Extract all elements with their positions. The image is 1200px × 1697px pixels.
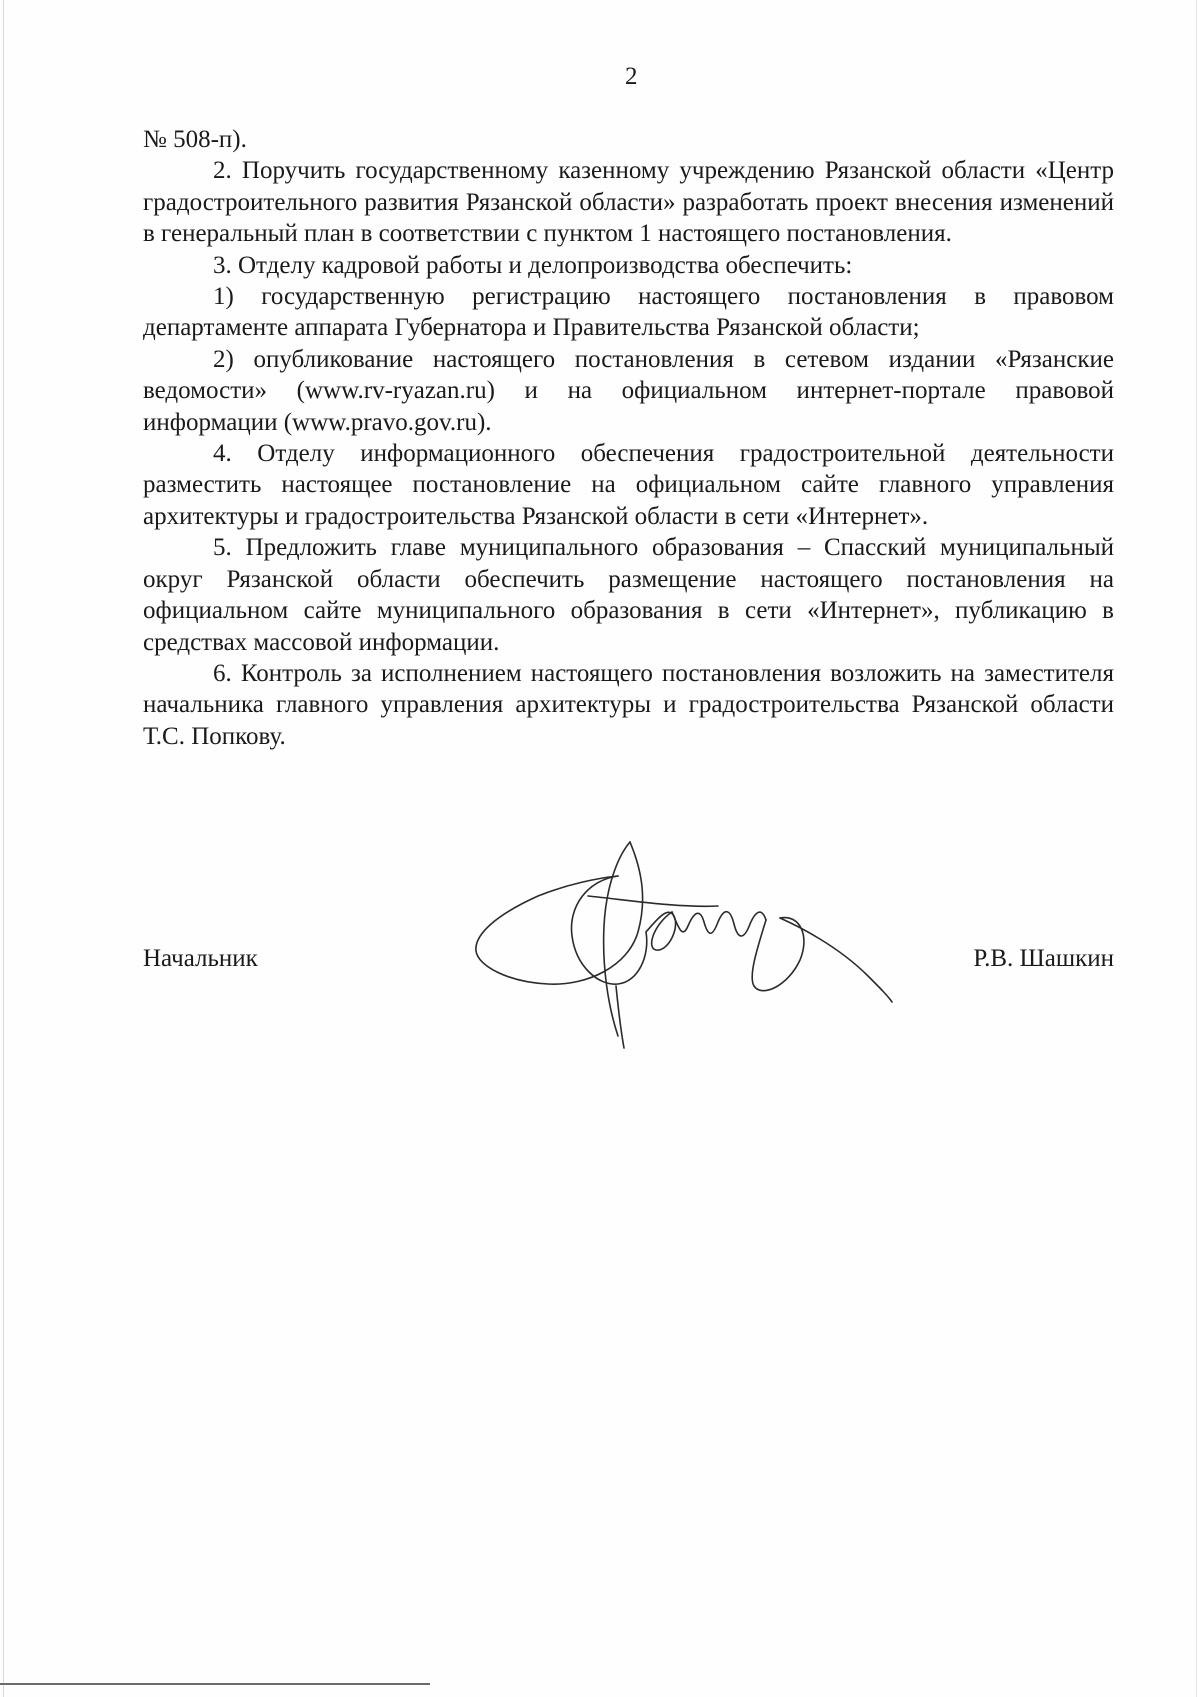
paragraph-item-2: 2. Поручить государственному казенному учреждению Рязанской области «Центр градостроительного развития Рязанской области» разработать проект внесения изменений в генеральный план в соответствии с пунктом 1 настоящего постановления.	[143, 157, 1114, 248]
paragraph-item-6: 6. Контроль за исполнением настоящего постановления возложить на заместителя начальника главного управления архитектуры и градостроительства Рязанской области Т.С. Попкову.	[143, 659, 1114, 750]
signatory-name: Р.В. Шашкин	[973, 945, 1114, 972]
scan-bottom-line	[0, 1683, 430, 1685]
signature-block	[143, 944, 1114, 984]
page-number: 2	[625, 63, 638, 90]
document-body	[143, 124, 1114, 752]
paragraph-item-3: 3. Отделу кадровой работы и делопроизводства обеспечить:	[213, 251, 853, 279]
paragraph-item-4: 4. Отделу информационного обеспечения градостроительной деятельности разместить настоящее постановление на официальном сайте главного управления архитектуры и градостроительства Рязанской области в сети «Интернет».	[143, 440, 1114, 530]
paragraph-item-5: 5. Предложить главе муниципального образования – Спасский муниципальный округ Рязанской области обеспечить размещение настоящего постановления на официальном сайте муниципального образования в сети «Интернет», публикацию в средствах массовой информации.	[143, 534, 1114, 656]
scan-edge-right	[1196, 0, 1197, 1697]
paragraph-subitem-2: 2) опубликование настоящего постановления в сетевом издании «Рязанские ведомости» (www.rv-ryazan.ru) и на официальном интернет-портале правовой информации (www.pravo.gov.ru).	[143, 345, 1114, 436]
paragraph-subitem-1: 1) государственную регистрацию настоящего постановления в правовом департаменте аппарата Губернатора и Правительства Рязанской области;	[143, 283, 1114, 342]
scan-edge-left	[3, 0, 4, 1697]
signatory-position: Начальник	[143, 945, 258, 972]
paragraph-continuation: № 508-п).	[143, 126, 247, 153]
